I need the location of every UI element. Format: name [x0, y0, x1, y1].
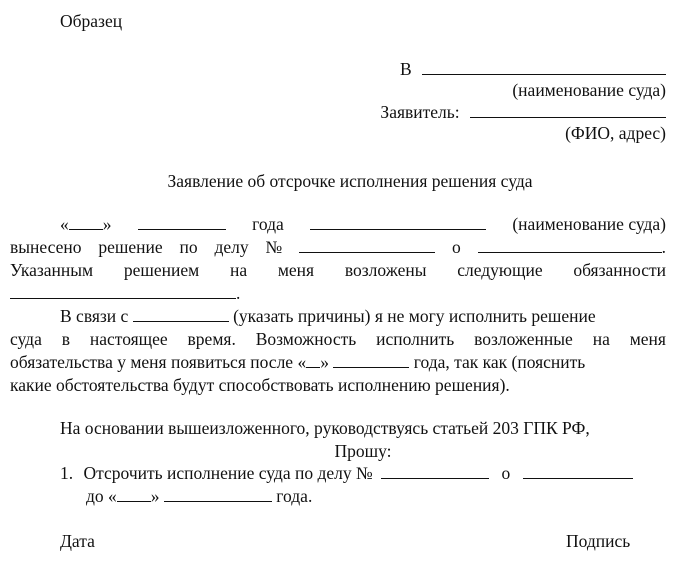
year-word: года — [252, 214, 284, 234]
request-subject-field[interactable] — [523, 462, 633, 479]
ability-month-field[interactable] — [333, 351, 409, 368]
day-field[interactable] — [69, 213, 103, 230]
reasons-field[interactable] — [133, 305, 229, 322]
deferral-day-field[interactable] — [117, 485, 151, 502]
obligations-field[interactable] — [10, 282, 236, 299]
document-title: Заявление об отсрочке исполнения решения суда — [167, 171, 533, 191]
paragraph1-line4: . — [10, 282, 666, 305]
signature-label: Подпись — [566, 531, 631, 551]
paragraph2-line2: суда в настоящее время. Возможность исполнить возложенные на меня — [10, 329, 666, 349]
applicant-label: Заявитель: — [380, 102, 460, 122]
applicant-line — [380, 101, 666, 123]
applicant-field[interactable] — [470, 101, 666, 118]
case-number-field[interactable] — [299, 236, 435, 253]
paragraph1-line1 — [10, 213, 666, 236]
request-label: Прошу: — [334, 441, 392, 461]
month-field[interactable] — [138, 213, 226, 230]
list-number: 1. — [60, 463, 74, 483]
date-label: Дата — [60, 531, 95, 551]
court-hint: (наименование суда) — [512, 214, 666, 234]
request-item-1-line2: до « » года. — [86, 486, 313, 506]
court-name-field[interactable] — [422, 58, 666, 75]
paragraph1-line2: вынесено решение по делу № о . — [10, 237, 666, 257]
court-addressee-line — [400, 58, 666, 80]
to-prefix: В — [399, 59, 412, 79]
case-subject-field[interactable] — [478, 236, 662, 253]
paragraph2-line3: обязательства у меня появиться после « » года, так как (пояснить — [10, 352, 586, 372]
sample-label: Образец — [60, 11, 123, 31]
paragraph1-line3: Указанным решением на меня возложены следующие обязанности — [10, 260, 666, 280]
date-day-group: « » — [60, 214, 112, 234]
basis-text: На основании вышеизложенного, руководствуясь статьей 203 ГПК РФ, — [60, 418, 590, 438]
paragraph2-line4: какие обстоятельства будут способствовать исполнению решения). — [10, 375, 510, 395]
ability-day-field[interactable] — [306, 351, 320, 368]
deferral-month-field[interactable] — [164, 485, 272, 502]
applicant-hint: (ФИО, адрес) — [565, 123, 666, 143]
court-name-hint: (наименование суда) — [512, 80, 666, 100]
court-field[interactable] — [310, 213, 486, 230]
paragraph2-line1: В связи с (указать причины) я не могу исполнить решение — [60, 306, 596, 326]
request-item-1: 1. Отсрочить исполнение суда по делу № о — [60, 462, 633, 484]
request-case-number-field[interactable] — [381, 462, 489, 479]
